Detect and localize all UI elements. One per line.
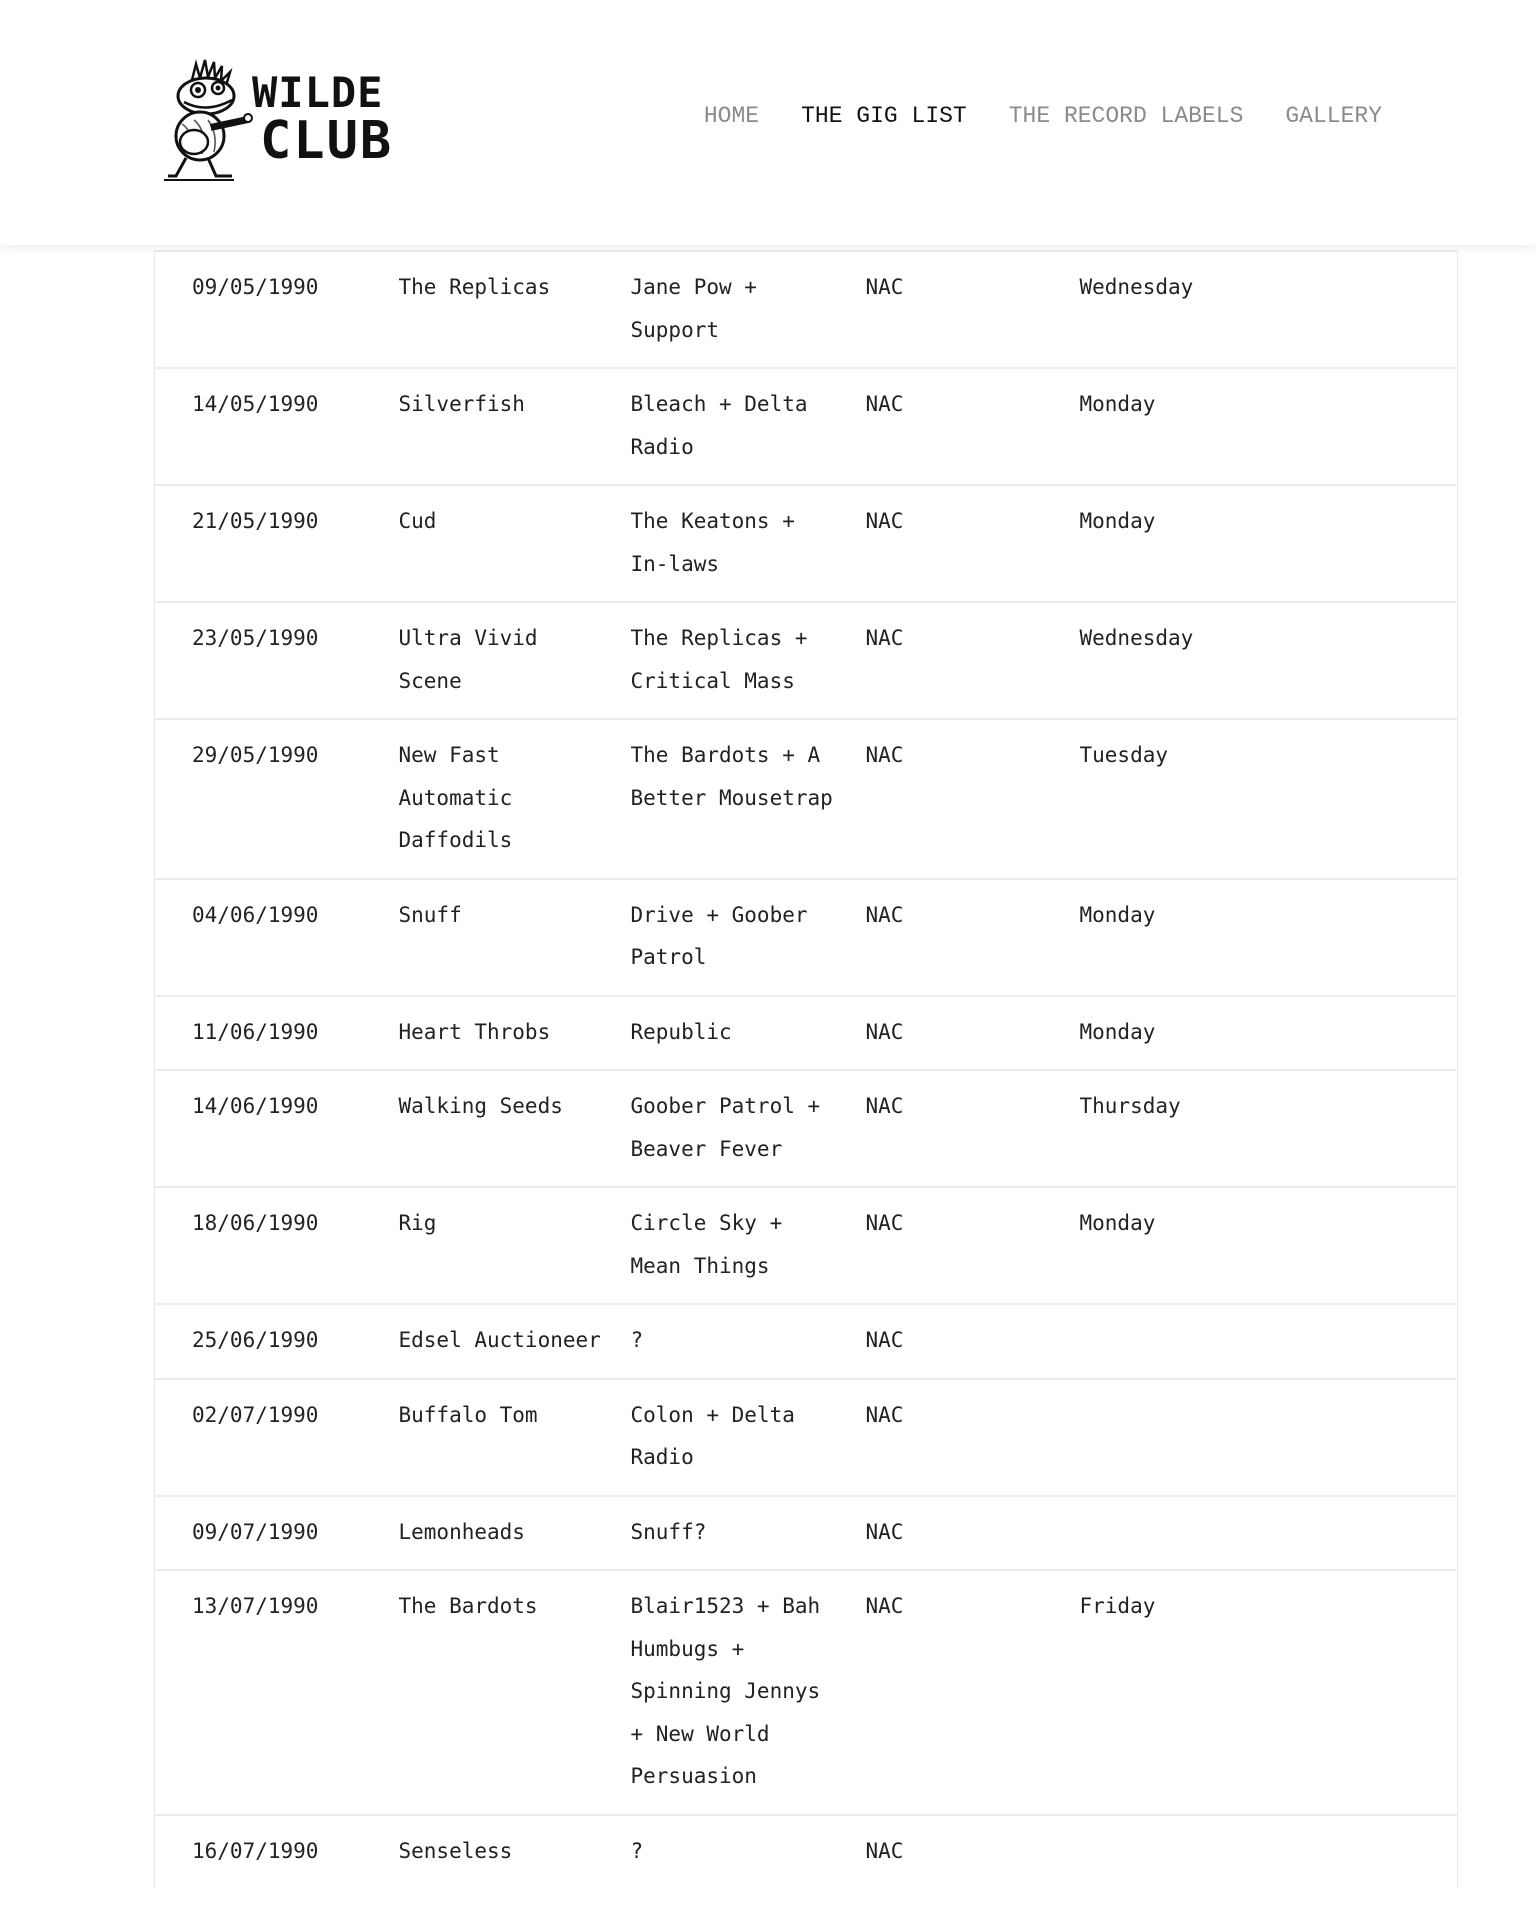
table-row [155,1304,1458,1379]
gig-date: 09/07/1990 [192,1519,319,1544]
frog-guitar-icon [164,58,254,183]
gig-support: The Keatons + In-laws [630,509,795,576]
gig-date: 11/06/1990 [192,1019,319,1044]
nav-record-labels[interactable]: THE RECORD LABELS [1008,103,1244,129]
gig-band: The Bardots [398,1594,538,1618]
gig-date: 04/06/1990 [192,902,319,927]
gig-list [154,250,1457,1888]
gig-venue: NAC [865,509,904,533]
gig-date: 16/07/1990 [192,1838,319,1863]
logo-text-line1: WILDE [252,68,384,117]
table-row [155,719,1458,879]
gig-venue: NAC [865,392,904,416]
gig-support: The Bardots + A Better Mousetrap [630,743,833,810]
table-row [155,1815,1458,1889]
table-row [155,996,1458,1071]
gig-date: 18/06/1990 [192,1211,319,1235]
gig-venue: NAC [865,1019,904,1044]
gig-support: Drive + Goober Patrol [630,902,808,969]
gig-venue: NAC [865,743,904,767]
gig-venue: NAC [865,902,904,927]
gig-venue: NAC [865,1211,904,1235]
gig-venue: NAC [865,275,904,299]
gig-support: ? [630,1328,644,1352]
gig-date: 25/06/1990 [192,1328,319,1352]
gig-band: Senseless [398,1838,513,1863]
gig-support: Goober Patrol + Beaver Fever [630,1094,821,1161]
gig-support: Colon + Delta Radio [630,1402,795,1469]
gig-support: Bleach + Delta Radio [630,392,808,459]
gig-band: Snuff [398,902,462,927]
gig-day [1080,1496,1458,1571]
gig-band: Rig [398,1211,437,1235]
table-row [155,368,1458,485]
gig-band: Walking Seeds [398,1094,563,1118]
gig-support: Circle Sky + Mean Things [630,1211,783,1278]
table-row [155,1070,1458,1187]
gig-table-body [155,251,1458,1888]
gig-band: Buffalo Tom [398,1402,538,1427]
table-row [155,485,1458,602]
gig-venue: NAC [865,1094,904,1118]
main-nav [704,103,1382,129]
gig-band: Heart Throbs [398,1019,551,1044]
table-row [155,1496,1458,1571]
gig-day: Friday [1079,1594,1156,1618]
table-row [155,1187,1458,1304]
gig-band: Ultra Vivid Scene [398,626,538,693]
gig-day: Tuesday [1079,743,1169,767]
gig-venue: NAC [865,1838,904,1863]
table-row [155,1379,1458,1496]
gig-day: Monday [1079,509,1156,533]
gig-day: Monday [1079,902,1156,927]
gig-date: 09/05/1990 [192,275,319,299]
gig-day [1080,1379,1458,1496]
gig-table [154,250,1458,1888]
gig-support: Blair1523 + Bah Humbugs + Spinning Jennys + New World Persuasion [630,1594,821,1788]
gig-date: 13/07/1990 [192,1594,319,1618]
gig-date: 14/06/1990 [192,1094,319,1118]
gig-date: 02/07/1990 [192,1402,319,1427]
gig-venue: NAC [865,1594,904,1618]
gig-date: 29/05/1990 [192,743,319,767]
gig-band: Lemonheads [398,1519,525,1544]
gig-support: Republic [630,1019,732,1044]
nav-gallery[interactable]: GALLERY [1285,103,1382,129]
gig-support: The Replicas + Critical Mass [630,626,808,693]
gig-venue: NAC [865,1402,904,1427]
gig-venue: NAC [865,1328,904,1352]
gig-band: Edsel Auctioneer [398,1328,601,1352]
gig-day [1080,1815,1458,1889]
gig-day: Wednesday [1079,275,1194,299]
gig-day [1080,1304,1458,1379]
gig-venue: NAC [865,626,904,650]
gig-support: Snuff? [630,1519,707,1544]
gig-band: Cud [398,509,437,533]
table-row [155,251,1458,368]
gig-venue: NAC [865,1519,904,1544]
nav-home[interactable]: HOME [703,103,760,129]
gig-support: ? [630,1838,644,1863]
gig-date: 14/05/1990 [192,392,319,416]
gig-support: Jane Pow + Support [630,275,757,342]
table-row [155,1570,1458,1815]
table-row [155,879,1458,996]
gig-band: The Replicas [398,275,551,299]
wilde-club-logo[interactable] [164,58,429,183]
gig-day: Monday [1079,1019,1156,1044]
nav-gig-list[interactable]: THE GIG LIST [801,103,967,129]
gig-day: Thursday [1079,1094,1181,1118]
gig-day: Wednesday [1079,626,1194,650]
table-row [155,602,1458,719]
site-header [0,0,1536,245]
logo-text-line2: CLUB [260,111,394,171]
gig-day: Monday [1079,392,1156,416]
gig-band: New Fast Automatic Daffodils [398,743,513,852]
gig-date: 23/05/1990 [192,626,319,650]
gig-date: 21/05/1990 [192,509,319,533]
gig-band: Silverfish [398,392,525,416]
gig-day: Monday [1079,1211,1156,1235]
